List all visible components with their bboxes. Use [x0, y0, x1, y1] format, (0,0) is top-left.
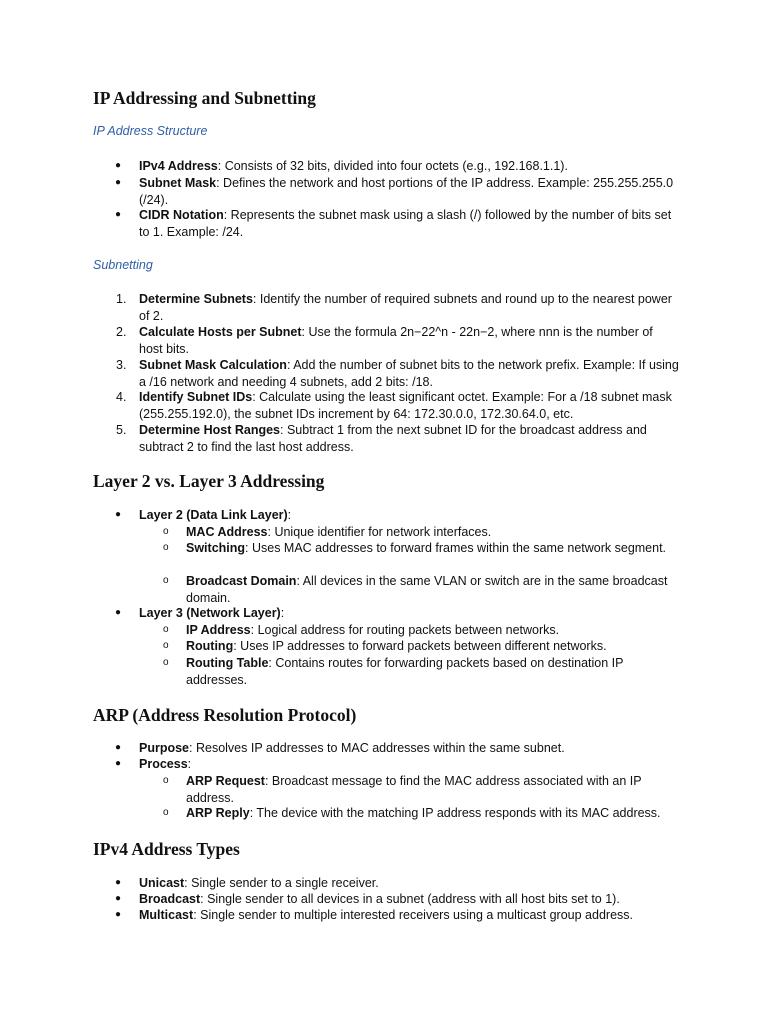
- list-item-layer3: [139, 605, 679, 622]
- term: Calculate Hosts per Subnet: [139, 325, 302, 339]
- description: : Unique identifier for network interfaces.: [267, 525, 492, 539]
- description: : Identify the number of required subnets and round up to the nearest power of 2.: [139, 292, 672, 323]
- list-item: [139, 875, 679, 892]
- subheading-ip-address-structure: IP Address Structure: [93, 124, 208, 138]
- sub-bullet-marker: o: [163, 526, 169, 537]
- list-number: 1.: [116, 292, 127, 306]
- sub-list-item: [186, 540, 676, 557]
- term: Determine Host Ranges: [139, 423, 281, 437]
- sub-bullet-marker: o: [163, 624, 169, 635]
- bullet-marker: ●: [115, 509, 122, 520]
- description: :: [287, 508, 292, 522]
- sub-bullet-marker: o: [163, 542, 169, 553]
- list-item: [139, 324, 679, 357]
- sub-list-item: [186, 655, 676, 688]
- sub-bullet-marker: o: [163, 775, 169, 786]
- term: Broadcast Domain: [186, 574, 297, 588]
- list-number: 5.: [116, 423, 127, 437]
- term: Routing Table: [186, 656, 269, 670]
- term: CIDR Notation: [139, 208, 224, 222]
- list-item: [139, 291, 679, 324]
- description: : Represents the subnet mask using a slash (/) followed by the number of bits set to 1. Example: /24.: [139, 208, 672, 239]
- sub-bullet-marker: o: [163, 807, 169, 818]
- list-number: 2.: [116, 325, 127, 339]
- sub-list-item: [186, 805, 676, 822]
- description: : Uses MAC addresses to forward frames within the same network segment.: [245, 541, 667, 555]
- description: : Add the number of subnet bits to the network prefix. Example: If using a /16 network and needing 4 subnets, add 2 bits: /18.: [139, 358, 679, 389]
- sub-bullet-marker: o: [163, 575, 169, 586]
- term: ARP Request: [186, 774, 265, 788]
- bullet-marker: ●: [115, 177, 122, 188]
- term: Unicast: [139, 876, 185, 890]
- bullet-marker: ●: [115, 209, 122, 220]
- list-item: [139, 907, 679, 924]
- term: IP Address: [186, 623, 251, 637]
- sub-list-item: [186, 524, 676, 541]
- description: : Logical address for routing packets between networks.: [250, 623, 560, 637]
- term: MAC Address: [186, 525, 268, 539]
- term: Subnet Mask: [139, 176, 217, 190]
- list-item: [139, 207, 679, 240]
- term: Layer 3 (Network Layer): [139, 606, 281, 620]
- term: Layer 2 (Data Link Layer): [139, 508, 288, 522]
- description: : All devices in the same VLAN or switch are in the same broadcast domain.: [186, 574, 668, 605]
- description: : Consists of 32 bits, divided into four octets (e.g., 192.168.1.1).: [217, 159, 568, 173]
- list-item: [139, 389, 679, 422]
- section-title-ip-addressing: IP Addressing and Subnetting: [93, 88, 316, 108]
- description: : The device with the matching IP address responds with its MAC address.: [249, 806, 661, 820]
- list-item-layer2: [139, 507, 679, 524]
- list-number: 3.: [116, 358, 127, 372]
- sub-list-item: [186, 622, 676, 639]
- section-title-arp: ARP (Address Resolution Protocol): [93, 705, 357, 725]
- description: : Calculate using the least significant octet. Example: For a /18 subnet mask (255.255.192.0), the subnet IDs increment by 64: 172.30.0.0, 172.30.64.0, etc.: [139, 390, 672, 421]
- bullet-marker: ●: [115, 893, 122, 904]
- list-item-purpose: [139, 740, 679, 757]
- bullet-marker: ●: [115, 160, 122, 171]
- term: Purpose: [139, 741, 190, 755]
- section-title-layer2-vs-layer3: Layer 2 vs. Layer 3 Addressing: [93, 471, 325, 491]
- sub-bullet-marker: o: [163, 657, 169, 668]
- list-item: [139, 357, 679, 390]
- description: :: [280, 606, 285, 620]
- term: Broadcast: [139, 892, 201, 906]
- description: : Resolves IP addresses to MAC addresses within the same subnet.: [189, 741, 565, 755]
- bullet-marker: ●: [115, 909, 122, 920]
- term: Identify Subnet IDs: [139, 390, 253, 404]
- term: Switching: [186, 541, 246, 555]
- list-item: [139, 891, 679, 908]
- section-title-ipv4-types: IPv4 Address Types: [93, 839, 240, 859]
- list-item-process: [139, 756, 679, 773]
- bullet-marker: ●: [115, 877, 122, 888]
- subheading-subnetting: Subnetting: [93, 258, 153, 272]
- term: Subnet Mask Calculation: [139, 358, 287, 372]
- description: : Single sender to multiple interested receivers using a multicast group address.: [193, 908, 633, 922]
- description: : Single sender to all devices in a subnet (address with all host bits set to 1).: [200, 892, 620, 906]
- list-item: [139, 158, 679, 175]
- description: : Single sender to a single receiver.: [184, 876, 379, 890]
- description: : Contains routes for forwarding packets based on destination IP addresses.: [186, 656, 624, 687]
- bullet-marker: ●: [115, 607, 122, 618]
- list-item: [139, 175, 679, 208]
- sub-list-item: [186, 638, 676, 655]
- list-item: [139, 422, 679, 455]
- term: Routing: [186, 639, 234, 653]
- sub-list-item: [186, 773, 676, 806]
- sub-list-item: [186, 573, 676, 606]
- list-number: 4.: [116, 390, 127, 404]
- description: : Use the formula 2n−22^n - 22n−2, where nnn is the number of host bits.: [139, 325, 653, 356]
- description: : Broadcast message to find the MAC address associated with an IP address.: [186, 774, 642, 805]
- sub-bullet-marker: o: [163, 640, 169, 651]
- bullet-marker: ●: [115, 758, 122, 769]
- bullet-marker: ●: [115, 742, 122, 753]
- term: Process: [139, 757, 188, 771]
- description: : Subtract 1 from the next subnet ID for the broadcast address and subtract 2 to find the last host address.: [139, 423, 647, 454]
- description: : Defines the network and host portions of the IP address. Example: 255.255.255.0 (/24).: [139, 176, 674, 207]
- description: :: [187, 757, 192, 771]
- description: : Uses IP addresses to forward packets between different networks.: [233, 639, 607, 653]
- term: IPv4 Address: [139, 159, 218, 173]
- term: Determine Subnets: [139, 292, 253, 306]
- term: Multicast: [139, 908, 194, 922]
- term: ARP Reply: [186, 806, 250, 820]
